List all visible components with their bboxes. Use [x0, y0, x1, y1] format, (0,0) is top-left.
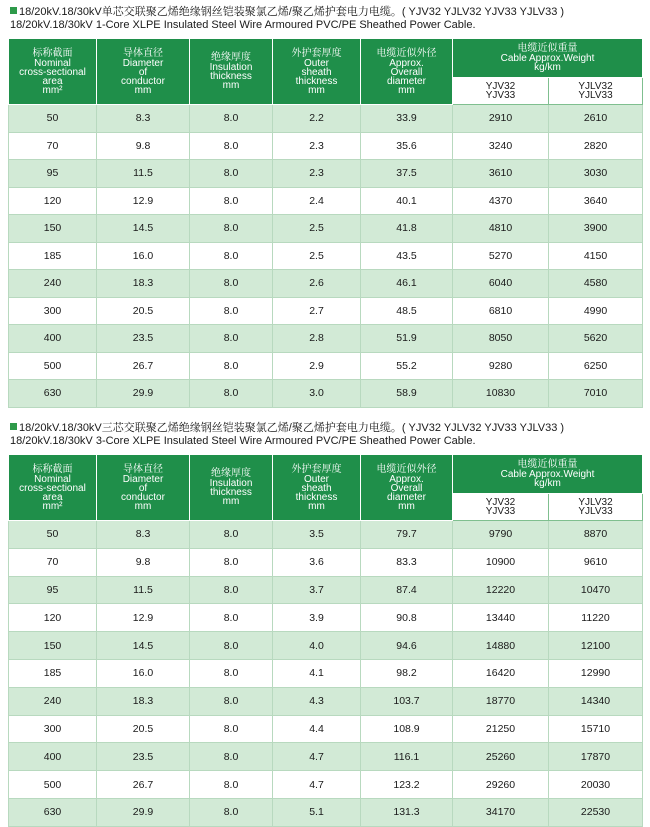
table-row — [9, 521, 643, 549]
cell-insulation: 8.0 — [190, 270, 273, 298]
cell-overall-diameter: 43.5 — [361, 242, 453, 270]
header-sheath-thickness: 外护套厚度 Outer sheath thickness mm — [273, 455, 361, 521]
section-caption — [0, 0, 650, 38]
section-title-en: 18/20kV.18/30kV 3-Core XLPE Insulated Steel Wire Armoured PVC/PE Sheathed Power Cable. — [10, 435, 476, 447]
cell-insulation: 8.0 — [190, 715, 273, 743]
cell-area: 500 — [9, 771, 97, 799]
cell-insulation: 8.0 — [190, 771, 273, 799]
cell-weight-cu: 21250 — [453, 715, 549, 743]
table-row — [9, 715, 643, 743]
cell-weight-al: 3900 — [549, 215, 643, 243]
cell-weight-al: 8870 — [549, 521, 643, 549]
cell-area: 185 — [9, 242, 97, 270]
cell-weight-cu: 25260 — [453, 743, 549, 771]
cell-insulation: 8.0 — [190, 743, 273, 771]
cell-sheath: 4.3 — [273, 687, 361, 715]
cell-weight-cu: 5270 — [453, 242, 549, 270]
cell-overall-diameter: 33.9 — [361, 105, 453, 133]
cell-area: 70 — [9, 132, 97, 160]
cell-diameter: 26.7 — [97, 771, 190, 799]
cell-diameter: 29.9 — [97, 798, 190, 826]
cell-weight-cu: 18770 — [453, 687, 549, 715]
cell-weight-al: 17870 — [549, 743, 643, 771]
cell-weight-al: 6250 — [549, 352, 643, 380]
cell-insulation: 8.0 — [190, 325, 273, 353]
cell-diameter: 18.3 — [97, 687, 190, 715]
cell-diameter: 12.9 — [97, 187, 190, 215]
cell-sheath: 4.7 — [273, 771, 361, 799]
cell-weight-cu: 9790 — [453, 521, 549, 549]
cell-sheath: 4.0 — [273, 632, 361, 660]
cell-overall-diameter: 41.8 — [361, 215, 453, 243]
cell-overall-diameter: 87.4 — [361, 576, 453, 604]
cell-weight-al: 9610 — [549, 548, 643, 576]
cell-diameter: 9.8 — [97, 132, 190, 160]
table-row — [9, 270, 643, 298]
cell-insulation: 8.0 — [190, 687, 273, 715]
cell-weight-cu: 2910 — [453, 105, 549, 133]
cell-weight-al: 4990 — [549, 297, 643, 325]
cell-insulation: 8.0 — [190, 297, 273, 325]
section-title-cn: 18/20kV.18/30kV三芯交联聚乙烯绝缘钢丝铠装聚氯乙烯/聚乙烯护套电力电缆。( YJV32 YJLV32 YJV33 YJLV33 ) — [19, 422, 565, 434]
table-row — [9, 743, 643, 771]
cell-diameter: 16.0 — [97, 659, 190, 687]
cell-sheath: 4.1 — [273, 659, 361, 687]
cell-insulation: 8.0 — [190, 576, 273, 604]
cell-area: 185 — [9, 659, 97, 687]
cell-sheath: 2.6 — [273, 270, 361, 298]
cell-weight-cu: 6810 — [453, 297, 549, 325]
table-row — [9, 659, 643, 687]
cell-insulation: 8.0 — [190, 352, 273, 380]
cell-overall-diameter: 46.1 — [361, 270, 453, 298]
cell-weight-cu: 12220 — [453, 576, 549, 604]
cell-weight-cu: 34170 — [453, 798, 549, 826]
table-row — [9, 380, 643, 408]
cell-diameter: 11.5 — [97, 160, 190, 188]
header-conductor-diameter: 导体直径 Diameter of conductor mm — [97, 455, 190, 521]
cell-weight-al: 10470 — [549, 576, 643, 604]
cell-area: 50 — [9, 105, 97, 133]
cell-area: 95 — [9, 160, 97, 188]
cell-diameter: 14.5 — [97, 632, 190, 660]
cell-insulation: 8.0 — [190, 604, 273, 632]
cell-area: 400 — [9, 325, 97, 353]
cell-insulation: 8.0 — [190, 659, 273, 687]
cell-overall-diameter: 55.2 — [361, 352, 453, 380]
bullet-square-icon — [10, 7, 17, 14]
header-insulation-thickness: 绝缘厚度 Insulation thickness mm — [190, 455, 273, 521]
cell-weight-al: 20030 — [549, 771, 643, 799]
bullet-square-icon — [10, 423, 17, 430]
cell-weight-cu: 16420 — [453, 659, 549, 687]
cell-insulation: 8.0 — [190, 380, 273, 408]
header-overall-diameter: 电缆近似外径 Approx. Overall diameter mm — [361, 455, 453, 521]
cell-diameter: 12.9 — [97, 604, 190, 632]
cell-overall-diameter: 108.9 — [361, 715, 453, 743]
cell-area: 95 — [9, 576, 97, 604]
cell-diameter: 20.5 — [97, 715, 190, 743]
cell-weight-cu: 29260 — [453, 771, 549, 799]
cell-area: 50 — [9, 521, 97, 549]
cell-sheath: 2.2 — [273, 105, 361, 133]
cell-overall-diameter: 83.3 — [361, 548, 453, 576]
cell-weight-al: 4580 — [549, 270, 643, 298]
single-core-section — [0, 0, 650, 408]
cell-overall-diameter: 103.7 — [361, 687, 453, 715]
cell-diameter: 9.8 — [97, 548, 190, 576]
header-weight-aluminium: YJLV32 YJLV33 — [549, 78, 643, 105]
cell-weight-al: 12100 — [549, 632, 643, 660]
cell-insulation: 8.0 — [190, 798, 273, 826]
table-body — [9, 521, 643, 827]
table-row — [9, 105, 643, 133]
cell-weight-al: 15710 — [549, 715, 643, 743]
cell-weight-al: 12990 — [549, 659, 643, 687]
cell-weight-al: 22530 — [549, 798, 643, 826]
cell-diameter: 8.3 — [97, 105, 190, 133]
section-caption — [0, 416, 650, 454]
cell-sheath: 2.9 — [273, 352, 361, 380]
cell-diameter: 23.5 — [97, 325, 190, 353]
header-weight-copper: YJV32 YJV33 — [453, 494, 549, 521]
cell-weight-al: 2820 — [549, 132, 643, 160]
cell-weight-cu: 4370 — [453, 187, 549, 215]
cell-weight-cu: 4810 — [453, 215, 549, 243]
cell-weight-cu: 8050 — [453, 325, 549, 353]
cell-insulation: 8.0 — [190, 105, 273, 133]
cell-weight-cu: 9280 — [453, 352, 549, 380]
header-weight-aluminium: YJLV32 YJLV33 — [549, 494, 643, 521]
table-row — [9, 132, 643, 160]
header-insulation-thickness: 绝缘厚度 Insulation thickness mm — [190, 39, 273, 105]
three-core-section — [0, 416, 650, 827]
cell-overall-diameter: 79.7 — [361, 521, 453, 549]
cell-area: 120 — [9, 604, 97, 632]
cell-insulation: 8.0 — [190, 242, 273, 270]
cell-weight-al: 11220 — [549, 604, 643, 632]
header-weight-copper: YJV32 YJV33 — [453, 78, 549, 105]
cell-area: 300 — [9, 715, 97, 743]
header-overall-diameter: 电缆近似外径 Approx. Overall diameter mm — [361, 39, 453, 105]
cell-diameter: 26.7 — [97, 352, 190, 380]
table-row — [9, 798, 643, 826]
cell-sheath: 2.4 — [273, 187, 361, 215]
cell-area: 240 — [9, 687, 97, 715]
cell-sheath: 2.7 — [273, 297, 361, 325]
cell-weight-cu: 13440 — [453, 604, 549, 632]
cell-sheath: 3.0 — [273, 380, 361, 408]
cell-diameter: 18.3 — [97, 270, 190, 298]
cell-area: 150 — [9, 632, 97, 660]
cell-insulation: 8.0 — [190, 187, 273, 215]
cell-sheath: 5.1 — [273, 798, 361, 826]
cell-diameter: 14.5 — [97, 215, 190, 243]
cell-sheath: 2.3 — [273, 160, 361, 188]
section-title-cn: 18/20kV.18/30kV单芯交联聚乙烯绝缘钢丝铠装聚氯乙烯/聚乙烯护套电力电缆。( YJV32 YJLV32 YJV33 YJLV33 ) — [19, 6, 565, 18]
cell-diameter: 20.5 — [97, 297, 190, 325]
header-approx-weight: 电缆近似重量 Cable Approx.Weight kg/km — [453, 39, 643, 78]
cell-weight-cu: 6040 — [453, 270, 549, 298]
cell-insulation: 8.0 — [190, 632, 273, 660]
cell-overall-diameter: 98.2 — [361, 659, 453, 687]
table-row — [9, 297, 643, 325]
cell-area: 300 — [9, 297, 97, 325]
header-sheath-thickness: 外护套厚度 Outer sheath thickness mm — [273, 39, 361, 105]
cell-diameter: 29.9 — [97, 380, 190, 408]
cell-overall-diameter: 131.3 — [361, 798, 453, 826]
cell-diameter: 16.0 — [97, 242, 190, 270]
cell-weight-al: 14340 — [549, 687, 643, 715]
cell-diameter: 8.3 — [97, 521, 190, 549]
header-approx-weight: 电缆近似重量 Cable Approx.Weight kg/km — [453, 455, 643, 494]
cell-weight-al: 3030 — [549, 160, 643, 188]
cell-diameter: 23.5 — [97, 743, 190, 771]
cell-sheath: 2.5 — [273, 242, 361, 270]
table-row — [9, 576, 643, 604]
cell-weight-al: 2610 — [549, 105, 643, 133]
cell-area: 120 — [9, 187, 97, 215]
table-row — [9, 548, 643, 576]
cell-weight-cu: 10830 — [453, 380, 549, 408]
table-row — [9, 187, 643, 215]
cell-diameter: 11.5 — [97, 576, 190, 604]
table-row — [9, 687, 643, 715]
cell-insulation: 8.0 — [190, 160, 273, 188]
cell-overall-diameter: 35.6 — [361, 132, 453, 160]
table-row — [9, 632, 643, 660]
header-conductor-diameter: 导体直径 Diameter of conductor mm — [97, 39, 190, 105]
cell-sheath: 3.7 — [273, 576, 361, 604]
cell-sheath: 2.8 — [273, 325, 361, 353]
cell-weight-cu: 3240 — [453, 132, 549, 160]
cell-sheath: 3.9 — [273, 604, 361, 632]
cell-insulation: 8.0 — [190, 521, 273, 549]
table-row — [9, 160, 643, 188]
cell-area: 150 — [9, 215, 97, 243]
cell-sheath: 4.4 — [273, 715, 361, 743]
table-row — [9, 325, 643, 353]
cell-overall-diameter: 90.8 — [361, 604, 453, 632]
cell-overall-diameter: 48.5 — [361, 297, 453, 325]
cell-insulation: 8.0 — [190, 215, 273, 243]
cell-weight-cu: 10900 — [453, 548, 549, 576]
cell-weight-al: 3640 — [549, 187, 643, 215]
cell-overall-diameter: 40.1 — [361, 187, 453, 215]
cell-area: 70 — [9, 548, 97, 576]
table-row — [9, 352, 643, 380]
cell-overall-diameter: 94.6 — [361, 632, 453, 660]
cell-overall-diameter: 116.1 — [361, 743, 453, 771]
cell-sheath: 3.6 — [273, 548, 361, 576]
cell-overall-diameter: 58.9 — [361, 380, 453, 408]
header-nominal-area: 标称截面 Nominal cross-sectional area mm² — [9, 39, 97, 105]
table-row — [9, 604, 643, 632]
header-nominal-area: 标称截面 Nominal cross-sectional area mm² — [9, 455, 97, 521]
cell-sheath: 2.3 — [273, 132, 361, 160]
cell-insulation: 8.0 — [190, 548, 273, 576]
cell-area: 630 — [9, 380, 97, 408]
table-body — [9, 105, 643, 408]
cell-sheath: 4.7 — [273, 743, 361, 771]
cell-insulation: 8.0 — [190, 132, 273, 160]
cell-area: 630 — [9, 798, 97, 826]
cell-weight-al: 7010 — [549, 380, 643, 408]
cell-weight-al: 4150 — [549, 242, 643, 270]
table-row — [9, 215, 643, 243]
cell-area: 240 — [9, 270, 97, 298]
section-title-en: 18/20kV.18/30kV 1-Core XLPE Insulated Steel Wire Armoured PVC/PE Sheathed Power Cable. — [10, 19, 476, 31]
cell-weight-cu: 3610 — [453, 160, 549, 188]
cell-weight-al: 5620 — [549, 325, 643, 353]
table-row — [9, 242, 643, 270]
table-row — [9, 771, 643, 799]
cell-overall-diameter: 123.2 — [361, 771, 453, 799]
cell-sheath: 3.5 — [273, 521, 361, 549]
cell-overall-diameter: 51.9 — [361, 325, 453, 353]
three-core-spec-table — [8, 454, 643, 827]
cell-area: 500 — [9, 352, 97, 380]
cell-weight-cu: 14880 — [453, 632, 549, 660]
cell-overall-diameter: 37.5 — [361, 160, 453, 188]
single-core-spec-table — [8, 38, 643, 408]
cell-sheath: 2.5 — [273, 215, 361, 243]
cell-area: 400 — [9, 743, 97, 771]
